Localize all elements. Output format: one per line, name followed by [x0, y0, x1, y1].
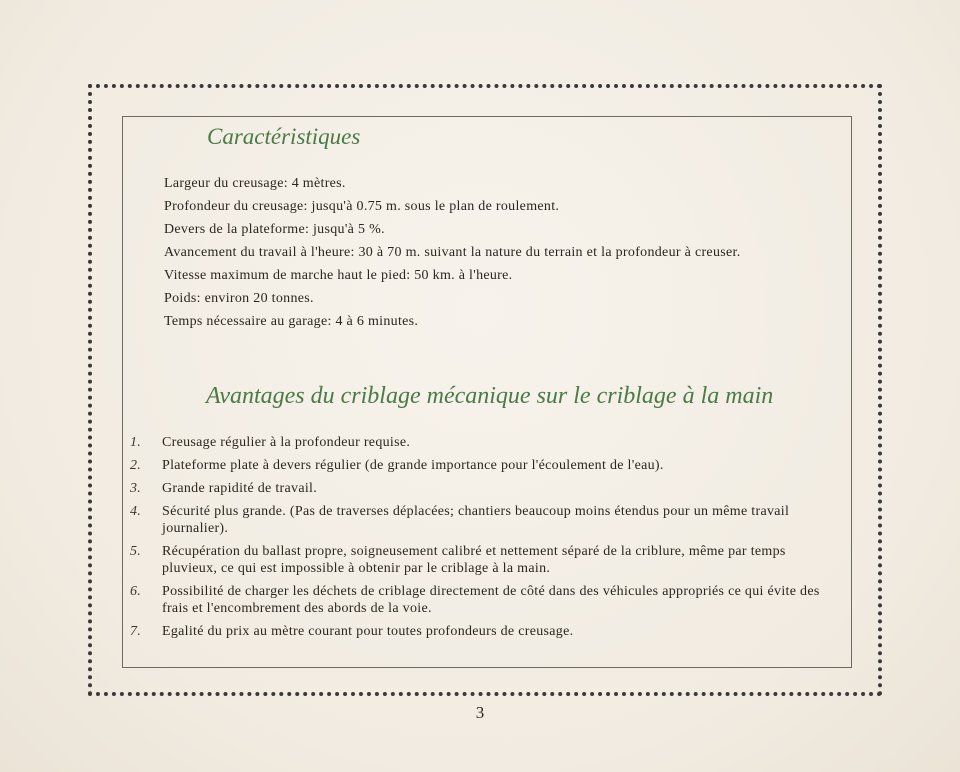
list-item: Profondeur du creusage: jusqu'à 0.75 m. sous le plan de roulement.	[164, 199, 560, 214]
list-item: Temps nécessaire au garage: 4 à 6 minutes.	[164, 314, 419, 329]
list-item: Devers de la plateforme: jusqu'à 5 %.	[164, 222, 385, 237]
list-item: Poids: environ 20 tonnes.	[164, 291, 314, 306]
list-item	[130, 623, 836, 640]
item-text: Creusage régulier à la profondeur requise.	[162, 435, 411, 450]
item-text: Plateforme plate à devers régulier (de grande importance pour l'écoulement de l'eau).	[162, 458, 664, 473]
list-item	[130, 457, 836, 474]
item-text: Egalité du prix au mètre courant pour toutes profondeurs de creusage.	[162, 624, 574, 639]
item-text: Possibilité de charger les déchets de criblage directement de côté dans des véhicules appropriés ce qui évite des frais et l'encombrement des abords de la voie.	[162, 584, 820, 616]
advantages-list	[130, 434, 836, 646]
item-number: 4.	[130, 504, 142, 519]
characteristics-list	[164, 175, 824, 336]
item-text: Grande rapidité de travail.	[162, 481, 318, 496]
item-number: 5.	[130, 544, 142, 559]
list-item: Largeur du creusage: 4 mètres.	[164, 176, 346, 191]
item-number: 6.	[130, 584, 142, 599]
section-title-caracteristiques: Caractéristiques	[207, 124, 361, 149]
list-item	[130, 434, 836, 451]
section-title-avantages: Avantages du criblage mécanique sur le criblage à la main	[206, 383, 774, 409]
item-number: 3.	[130, 481, 142, 496]
list-item	[130, 583, 836, 617]
list-item: Avancement du travail à l'heure: 30 à 70 m. suivant la nature du terrain et la profondeur à creuser.	[164, 245, 741, 260]
list-item: Vitesse maximum de marche haut le pied: 50 km. à l'heure.	[164, 268, 513, 283]
item-number: 1.	[130, 435, 142, 450]
item-text: Récupération du ballast propre, soigneusement calibré et nettement séparé de la criblure, même par temps pluvieux, ce qui est impossible à obtenir par le criblage à la main.	[162, 544, 786, 576]
item-number: 2.	[130, 458, 142, 473]
item-number: 7.	[130, 624, 142, 639]
list-item	[130, 480, 836, 497]
item-text: Sécurité plus grande. (Pas de traverses déplacées; chantiers beaucoup moins étendus pour un même travail journalier).	[162, 504, 790, 536]
list-item	[130, 543, 836, 577]
page-number: 3	[475, 703, 485, 722]
list-item	[130, 503, 836, 537]
